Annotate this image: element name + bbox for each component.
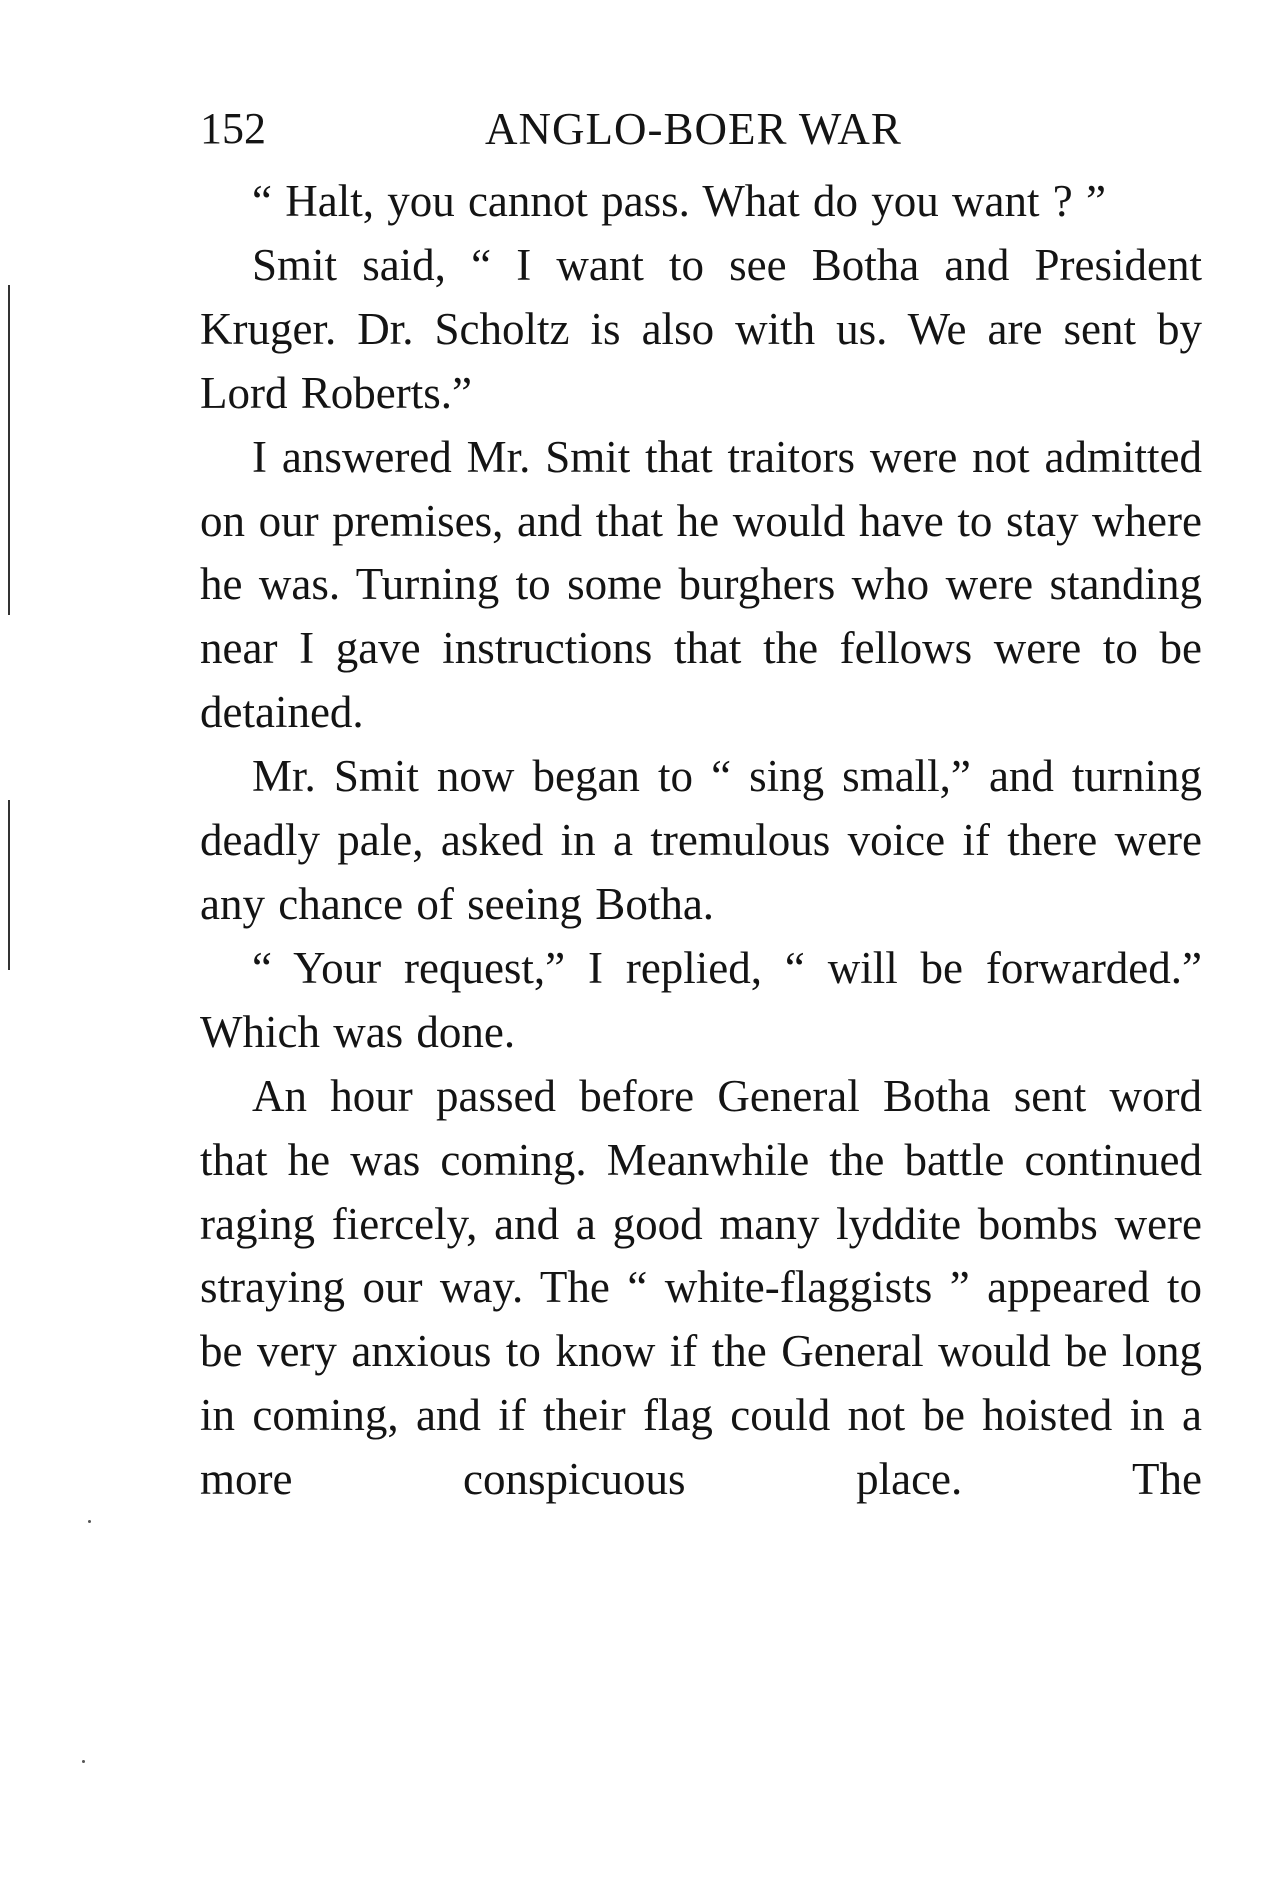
scan-speck	[88, 1520, 91, 1523]
scan-speck	[82, 1760, 85, 1763]
page-number: 152	[200, 104, 266, 153]
paragraph: An hour passed before General Botha sent word that he was coming. Meanwhile the battle continued raging fiercely, and a good many lyddite bombs were straying our way. The “ white-flaggists ” appeared to be very anxious to know if the General would be long in coming, and if their flag could not be hoisted in a more conspicuous place. The	[200, 1070, 1202, 1505]
running-head: ANGLO-BOER WAR	[485, 104, 902, 154]
body-text	[200, 170, 1202, 1512]
margin-scan-mark	[8, 800, 10, 970]
margin-scan-mark	[8, 285, 10, 615]
paragraph: “ Halt, you cannot pass. What do you want ? ”	[252, 176, 1106, 226]
paragraph: Mr. Smit now began to “ sing small,” and turning deadly pale, asked in a tremulous voice if there were any chance of seeing Botha.	[200, 751, 1202, 929]
paragraph: I answered Mr. Smit that traitors were not admitted on our premises, and that he would have to stay where he was. Turning to some burghers who were standing near I gave instructions that the fellows were to be detained.	[200, 431, 1202, 738]
paragraph: Smit said, “ I want to see Botha and President Kruger. Dr. Scholtz is also with us. We are sent by Lord Roberts.”	[200, 239, 1202, 418]
page-header	[200, 96, 1202, 162]
paragraph: “ Your request,” I replied, “ will be forwarded.” Which was done.	[200, 942, 1202, 1057]
